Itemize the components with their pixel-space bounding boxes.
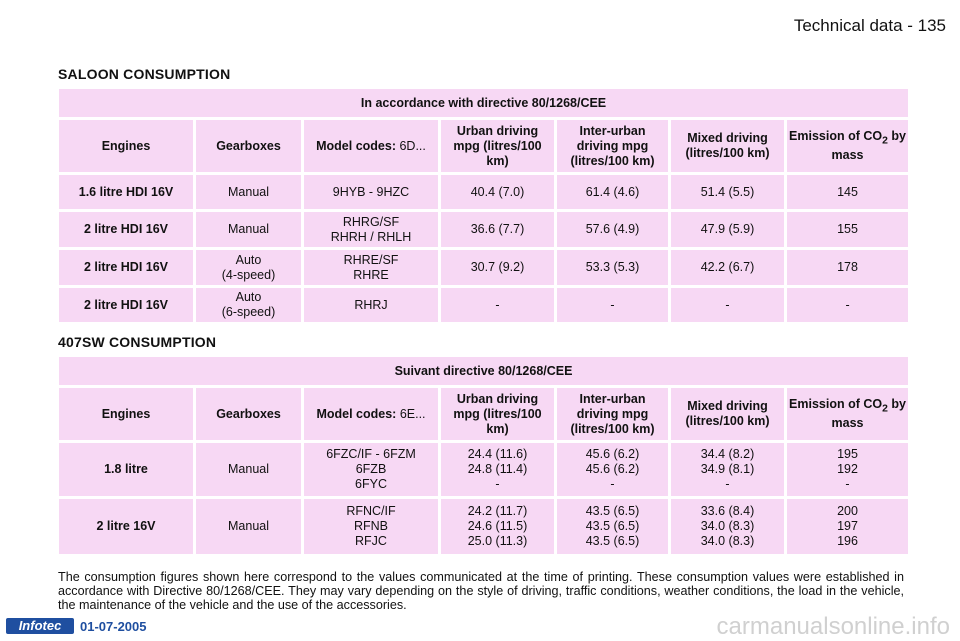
col-mixed: Mixed driving (litres/100 km) xyxy=(671,120,784,172)
model-codes-cell: RFNC/IF RFNB RFJC xyxy=(304,499,438,554)
sw-section-title: 407SW CONSUMPTION xyxy=(58,334,217,350)
mixed-cell: 34.4 (8.2) 34.9 (8.1) - xyxy=(671,443,784,496)
co2-cell: 178 xyxy=(787,250,908,285)
gearbox-cell: Auto (4-speed) xyxy=(196,250,301,285)
mixed-cell: 51.4 (5.5) xyxy=(671,175,784,209)
col-gearboxes: Gearboxes xyxy=(196,388,301,440)
col-model-codes: Model codes: 6E... xyxy=(304,388,438,440)
sw-consumption-table xyxy=(56,354,911,557)
model-codes-cell: RHRJ xyxy=(304,288,438,322)
model-codes-cell: RHRE/SF RHRE xyxy=(304,250,438,285)
model-codes-cell: 9HYB - 9HZC xyxy=(304,175,438,209)
directive-header: Suivant directive 80/1268/CEE xyxy=(59,357,908,385)
mixed-cell: 42.2 (6.7) xyxy=(671,250,784,285)
gearbox-cell: Manual xyxy=(196,212,301,247)
table-row xyxy=(59,499,908,554)
gearbox-cell: Manual xyxy=(196,499,301,554)
urban-cell: 40.4 (7.0) xyxy=(441,175,554,209)
gearbox-cell: Auto (6-speed) xyxy=(196,288,301,322)
engine-cell: 1.8 litre xyxy=(59,443,193,496)
col-co2: Emission of $CO_2$ by mass xyxy=(787,120,908,172)
consumption-note: The consumption figures shown here correspond to the values communicated at the time of printing. These consumption values were established in accordance with Directive 80/1268/CEE. They may vary depending on the style of driving, traffic conditions, weather conditions, the load in the vehicle, the maintenance of the vehicle and the use of the accessories. xyxy=(58,570,904,612)
inter-urban-cell: 43.5 (6.5) 43.5 (6.5) 43.5 (6.5) xyxy=(557,499,668,554)
col-inter-urban: Inter-urban driving mpg (litres/100 km) xyxy=(557,388,668,440)
col-gearboxes: Gearboxes xyxy=(196,120,301,172)
inter-urban-cell: - xyxy=(557,288,668,322)
urban-cell: 24.2 (11.7) 24.6 (11.5) 25.0 (11.3) xyxy=(441,499,554,554)
inter-urban-cell: 57.6 (4.9) xyxy=(557,212,668,247)
mixed-cell: 33.6 (8.4) 34.0 (8.3) 34.0 (8.3) xyxy=(671,499,784,554)
inter-urban-cell: 53.3 (5.3) xyxy=(557,250,668,285)
co2-cell: - xyxy=(787,288,908,322)
urban-cell: 24.4 (11.6) 24.8 (11.4) - xyxy=(441,443,554,496)
col-engines: Engines xyxy=(59,120,193,172)
table-row xyxy=(59,250,908,285)
co2-cell: 145 xyxy=(787,175,908,209)
table-row xyxy=(59,212,908,247)
col-co2: Emission of $CO_2$ by mass xyxy=(787,388,908,440)
col-urban: Urban driving mpg (litres/100 km) xyxy=(441,388,554,440)
col-engines: Engines xyxy=(59,388,193,440)
mixed-cell: - xyxy=(671,288,784,322)
footer xyxy=(0,610,960,640)
model-codes-cell: 6FZC/IF - 6FZM 6FZB 6FYC xyxy=(304,443,438,496)
col-model-codes: Model codes: 6D... xyxy=(304,120,438,172)
urban-cell: 30.7 (9.2) xyxy=(441,250,554,285)
page-header: Technical data - 135 xyxy=(793,16,946,35)
footer-date: 01-07-2005 xyxy=(80,619,147,634)
urban-cell: - xyxy=(441,288,554,322)
table-row xyxy=(59,288,908,322)
table-row xyxy=(59,443,908,496)
engine-cell: 2 litre HDI 16V xyxy=(59,288,193,322)
infotec-logo: Infotec xyxy=(6,618,74,634)
col-mixed: Mixed driving (litres/100 km) xyxy=(671,388,784,440)
col-urban: Urban driving mpg (litres/100 km) xyxy=(441,120,554,172)
saloon-section-title: SALOON CONSUMPTION xyxy=(58,66,231,82)
directive-header: In accordance with directive 80/1268/CEE xyxy=(59,89,908,117)
co2-cell: 155 xyxy=(787,212,908,247)
gearbox-cell: Manual xyxy=(196,175,301,209)
inter-urban-cell: 61.4 (4.6) xyxy=(557,175,668,209)
engine-cell: 2 litre 16V xyxy=(59,499,193,554)
co2-cell: 200 197 196 xyxy=(787,499,908,554)
engine-cell: 2 litre HDI 16V xyxy=(59,250,193,285)
table-row xyxy=(59,175,908,209)
gearbox-cell: Manual xyxy=(196,443,301,496)
engine-cell: 2 litre HDI 16V xyxy=(59,212,193,247)
inter-urban-cell: 45.6 (6.2) 45.6 (6.2) - xyxy=(557,443,668,496)
col-inter-urban: Inter-urban driving mpg (litres/100 km) xyxy=(557,120,668,172)
watermark: carmanualsonline.info xyxy=(716,613,950,640)
urban-cell: 36.6 (7.7) xyxy=(441,212,554,247)
mixed-cell: 47.9 (5.9) xyxy=(671,212,784,247)
model-codes-cell: RHRG/SF RHRH / RHLH xyxy=(304,212,438,247)
engine-cell: 1.6 litre HDI 16V xyxy=(59,175,193,209)
saloon-consumption-table xyxy=(56,86,911,325)
co2-cell: 195 192 - xyxy=(787,443,908,496)
